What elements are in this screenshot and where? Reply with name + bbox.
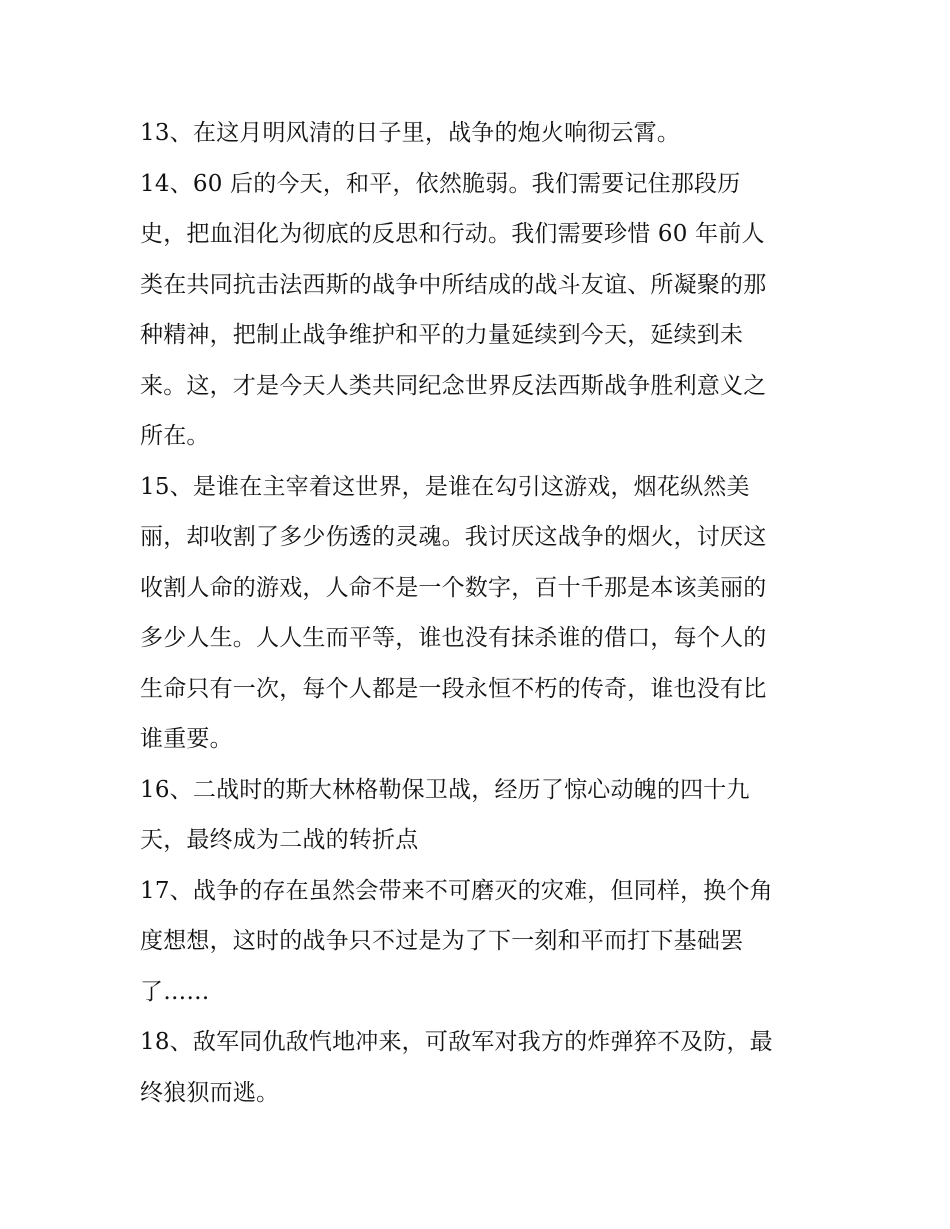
paragraph-17 [140,866,812,1018]
text-line: 13、在这月明风清的日子里，战争的炮火响彻云霄。 [140,120,681,146]
text-line: 16、二战时的斯大林格勒保卫战，经历了惊心动魄的四十九 [140,776,750,803]
text-line: 17、战争的存在虽然会带来不可磨灭的灾难，但同样，换个角 [140,877,773,904]
paragraph-18 [140,1017,812,1118]
text-line: 谁重要。 [140,726,233,752]
text-line: 14、60 后的今天，和平，依然脆弱。我们需要记住那段历 [140,170,741,197]
text-line: 度想想，这时的战争只不过是为了下一刻和平而打下基础罢 [140,928,744,954]
paragraph-14 [140,159,812,462]
paragraph-15 [140,462,812,765]
text-line: 史，把血泪化为彻底的反思和行动。我们需要珍惜 60 年前人 [140,221,765,247]
text-line: 丽，却收割了多少伤透的灵魂。我讨厌这战争的烟火，讨厌这 [140,524,767,550]
text-line: 终狼狈而逃。 [140,1079,280,1106]
text-line: 生命只有一次，每个人都是一段永恒不朽的传奇，谁也没有比 [140,675,767,702]
text-line: 18、敌军同仇敌忾地冲来，可敌军对我方的炸弹猝不及防，最 [140,1029,773,1055]
text-line: 多少人生。人人生而平等，谁也没有抹杀谁的借口，每个人的 [140,625,767,651]
text-line: 种精神，把制止战争维护和平的力量延续到今天，延续到未 [140,322,744,348]
text-line: 了…… [140,978,210,1005]
text-line: 15、是谁在主宰着这世界，是谁在勾引这游戏，烟花纵然美 [140,473,750,500]
paragraph-13 [140,108,812,159]
text-line: 类在共同抗击法西斯的战争中所结成的战斗友谊、所凝聚的那 [140,271,767,298]
paragraph-16 [140,765,812,866]
document-body [140,108,812,1118]
text-line: 收割人命的游戏，人命不是一个数字，百十千那是本该美丽的 [140,574,767,601]
text-line: 所在。 [140,423,210,449]
text-line: 来。这，才是今天人类共同纪念世界反法西斯战争胜利意义之 [140,372,767,399]
text-line: 天，最终成为二战的转折点 [140,827,419,853]
